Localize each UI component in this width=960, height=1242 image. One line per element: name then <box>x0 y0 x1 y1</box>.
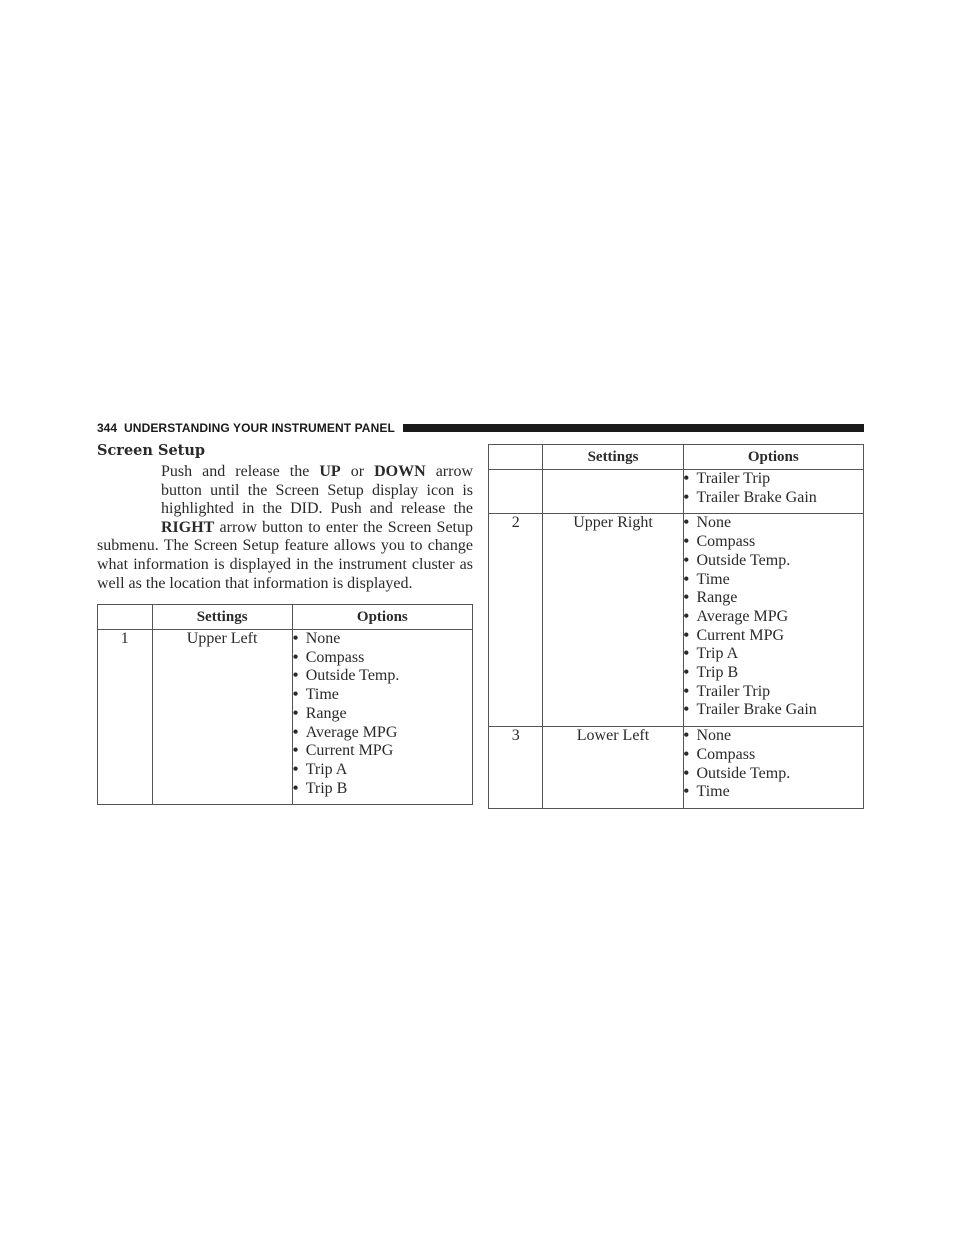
page-header <box>97 419 864 437</box>
section-title: UNDERSTANDING YOUR INSTRUMENT PANEL <box>124 421 395 435</box>
option-item: • Compass <box>684 746 864 765</box>
options-cell <box>683 727 864 809</box>
option-item: • None <box>293 630 472 649</box>
table-header-row <box>98 605 473 630</box>
option-item: • Trip B <box>684 664 864 683</box>
settings-table-2 <box>488 444 864 809</box>
section-heading: Screen Setup <box>97 442 206 459</box>
col-options-header: Options <box>292 605 472 630</box>
option-item: • Trip B <box>293 780 472 799</box>
row-number <box>489 470 543 514</box>
option-item: • Outside Temp. <box>293 667 472 686</box>
table-header-row <box>489 445 864 470</box>
setting-name: Upper Left <box>152 630 292 805</box>
option-item: • Compass <box>293 649 472 668</box>
options-list <box>684 727 864 808</box>
option-item: • Trailer Trip <box>684 470 864 489</box>
option-item: • Average MPG <box>684 608 864 627</box>
option-item: • Trip A <box>293 761 472 780</box>
option-item: • Range <box>293 705 472 724</box>
col-settings-header: Settings <box>152 605 292 630</box>
option-item: • Compass <box>684 533 864 552</box>
instruction-paragraph: Push and release the UP or DOWN arrow button until the Screen Setup display icon is highlighted in the DID. Push and release the RIGHT arrow button to enter the Screen Setup submenu. The Screen Setup feature allows you to change what information is displayed in the instrument cluster as well as the location that information is displayed. <box>97 463 474 592</box>
option-item: • Average MPG <box>293 724 472 743</box>
option-item: • Current MPG <box>293 742 472 761</box>
option-item: • Range <box>684 589 864 608</box>
options-cell <box>292 630 472 805</box>
table-row <box>489 727 864 809</box>
row-number: 2 <box>489 514 543 727</box>
option-item: • Time <box>684 783 864 802</box>
options-cell <box>683 470 864 514</box>
row-number: 3 <box>489 727 543 809</box>
table-row <box>489 514 864 727</box>
option-item: • Trip A <box>684 645 864 664</box>
options-list <box>684 470 864 513</box>
option-item: • Outside Temp. <box>684 765 864 784</box>
option-item: • Time <box>293 686 472 705</box>
page-number: 344 <box>97 421 118 435</box>
option-item: • Outside Temp. <box>684 552 864 571</box>
col-number-header <box>489 445 543 470</box>
row-number: 1 <box>98 630 153 805</box>
right-button-label: RIGHT <box>161 518 215 536</box>
option-item: • Trailer Brake Gain <box>684 701 864 720</box>
setting-name <box>543 470 683 514</box>
option-item: • Time <box>684 571 864 590</box>
options-cell <box>683 514 864 727</box>
header-rule <box>403 424 864 432</box>
table-row <box>98 630 473 805</box>
setting-name: Upper Right <box>543 514 683 727</box>
option-item: • None <box>684 514 864 533</box>
options-list <box>293 630 472 804</box>
option-item: • Trailer Brake Gain <box>684 489 864 508</box>
option-item: • Current MPG <box>684 627 864 646</box>
screen-setup-icon <box>97 463 161 537</box>
up-button-label: UP <box>319 463 341 480</box>
option-item: • Trailer Trip <box>684 683 864 702</box>
col-settings-header: Settings <box>543 445 683 470</box>
option-item: • None <box>684 727 864 746</box>
col-number-header <box>98 605 153 630</box>
left-column <box>97 440 473 593</box>
table-row <box>489 470 864 514</box>
down-button-label: DOWN <box>374 463 426 480</box>
setting-name: Lower Left <box>543 727 683 809</box>
options-list <box>684 514 864 726</box>
settings-table-1 <box>97 604 473 805</box>
col-options-header: Options <box>683 445 864 470</box>
